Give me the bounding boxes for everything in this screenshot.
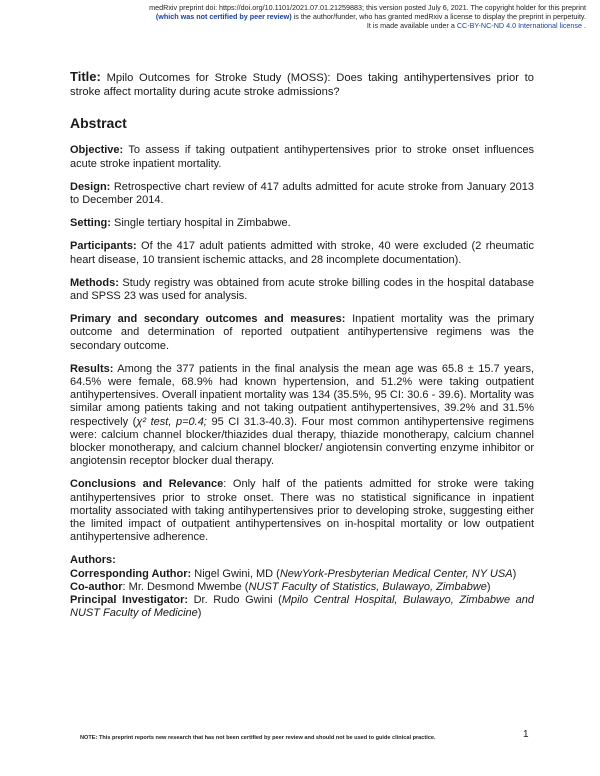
header-line-1: medRxiv preprint doi: https://doi.org/10.1101/2021.07.01.21259883; this version posted July 6, 2021. The copyright holder for this preprint	[149, 3, 586, 12]
methods-label: Methods:	[70, 276, 119, 289]
paper-title	[70, 70, 534, 99]
page-number: 1	[523, 729, 529, 740]
title-text: Mpilo Outcomes for Stroke Study (MOSS): Does taking antihypertensives prior to stroke affect mortality during acute stroke admissions?	[70, 72, 534, 98]
results-statistic: χ² test, p=0.4;	[136, 415, 207, 428]
methods-text: Study registry was obtained from acute stroke billing codes in the hospital database and SPSS 23 was used for analysis.	[70, 276, 534, 303]
outcomes-text: Inpatient mortality was the primary outcome and determination of reported outpatient antihypertensive regimens was the secondary outcome.	[70, 313, 534, 352]
principal-investigator-name: Dr. Rudo Gwini (	[188, 594, 282, 607]
outcomes-section	[70, 313, 534, 353]
results-section	[70, 363, 534, 469]
paper-body	[70, 70, 534, 620]
participants-label: Participants:	[70, 240, 137, 253]
header-line-3	[26, 21, 586, 30]
conclusions-section	[70, 478, 534, 544]
setting-label: Setting:	[70, 217, 111, 230]
header-line-2	[26, 12, 586, 21]
corresponding-author-name: Nigel Gwini, MD (	[191, 567, 280, 580]
co-author-name: : Mr. Desmond Mwembe (	[122, 580, 249, 593]
preprint-footer-note: NOTE: This preprint reports new research that has not been certified by peer review and should not be used to guide clinical practice.	[80, 735, 436, 741]
conclusions-label: Conclusions and Relevance	[70, 478, 224, 491]
co-author-label: Co-author	[70, 580, 123, 593]
principal-investigator-close: )	[197, 607, 202, 620]
principal-investigator	[70, 594, 534, 620]
corresponding-author-close: )	[512, 567, 517, 580]
corresponding-author	[70, 568, 534, 581]
co-author-affiliation: NUST Faculty of Statistics, Bulawayo, Zimbabwe	[248, 580, 487, 593]
design-label: Design:	[70, 180, 111, 193]
co-author	[70, 581, 534, 594]
design-text: Retrospective chart review of 417 adults admitted for acute stroke from January 2013 to December 2014.	[70, 180, 534, 206]
design-section	[70, 181, 534, 207]
setting-text: Single tertiary hospital in Zimbabwe.	[110, 217, 291, 230]
conclusions-text: : Only half of the patients admitted for stroke were taking antihypertensives prior to stroke onset. There was no statistical significance in inpatient mortality associated with taking antihypertensives prior to developing stroke, suggesting either the limited impact of outpatient antihypertensives on in-hospital mortality or low outpatient antihypertensive adherence.	[70, 478, 534, 544]
setting-section	[70, 217, 534, 230]
preprint-header	[26, 3, 586, 30]
principal-investigator-label: Principal Investigator:	[70, 594, 189, 607]
authors-block	[70, 554, 534, 620]
title-label: Title:	[70, 69, 101, 84]
authors-heading: Authors:	[70, 554, 116, 567]
participants-text: Of the 417 adult patients admitted with stroke, 40 were excluded (2 rheumatic heart disease, 10 transient ischemic attacks, and 28 incomplete documentation).	[70, 240, 534, 266]
results-label: Results:	[70, 362, 114, 375]
header-line-3-end: .	[582, 21, 586, 30]
results-text-b: 95 CI 31.3-40.3). Four most common antihypertensive regimens were: calcium channel blocker/thiazides dual therapy, thiazide monotherapy, calcium channel blocker monotherapy, and calcium channel blocker/ angiotensin converting enzyme inhibitor or angiotensin receptor blocker dual therapy.	[70, 415, 535, 468]
objective-section	[70, 144, 534, 170]
abstract-heading: Abstract	[70, 115, 127, 132]
header-availability: It is made available under a	[366, 21, 457, 30]
header-peer-review-note: (which was not certified by peer review)	[155, 12, 292, 21]
participants-section	[70, 240, 534, 266]
header-license-statement: is the author/funder, who has granted medRxiv a license to display the preprint in perpetuity.	[291, 12, 586, 21]
principal-investigator-affiliation: Mpilo Central Hospital, Bulawayo, Zimbabwe and NUST Faculty of Medicine	[70, 594, 535, 620]
results-text-a: Among the 377 patients in the final analysis the mean age was 65.8 ± 15.7 years, 64.5% were female, 68.9% had known hypertension, and 51.2% were taking outpatient antihypertensives. Overall inpatient mortality was 134 (35.5%, 95 CI: 30.6 - 39.6). Mortality was similar among patients taking and not taking outpatient antihypertensives, 39.2% and 31.5% respectively (	[70, 362, 534, 428]
methods-section	[70, 277, 534, 303]
objective-text: To assess if taking outpatient antihypertensives prior to stroke onset influences acute stroke inpatient mortality.	[70, 144, 534, 170]
co-author-close: )	[486, 580, 491, 593]
license-link[interactable]: CC-BY-NC-ND 4.0 International license	[456, 21, 582, 30]
objective-label: Objective:	[70, 144, 124, 157]
outcomes-label: Primary and secondary outcomes and measures:	[70, 313, 346, 326]
corresponding-author-label: Corresponding Author:	[70, 567, 192, 580]
corresponding-author-affiliation: NewYork-Presbyterian Medical Center, NY USA	[279, 567, 513, 580]
